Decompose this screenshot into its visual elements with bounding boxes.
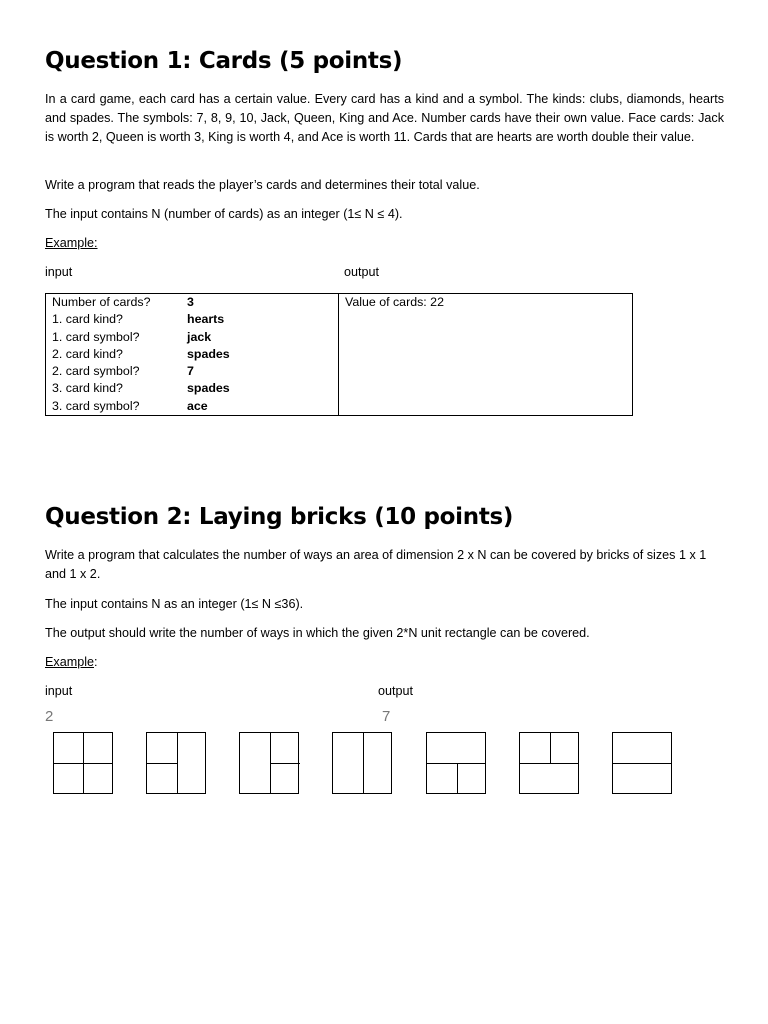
row-value: 3	[187, 295, 194, 309]
example-output-text: Value of cards: 22	[345, 295, 444, 309]
row-label: 1. card kind?	[52, 312, 123, 327]
question-2-description: Write a program that calculates the number of ways an area of dimension 2 x N can be covered by bricks of sizes 1 x 1 and 1 x 2.	[45, 548, 707, 581]
question-1-example-label: Example:	[45, 236, 98, 250]
example-label-colon: :	[94, 655, 98, 669]
tiling-diagram-5	[426, 732, 486, 794]
table-row	[46, 363, 338, 380]
row-label: 1. card symbol?	[52, 329, 140, 344]
row-label: 2. card symbol?	[52, 364, 140, 379]
question-2-output-value: 7	[382, 708, 391, 725]
question-2-example-label	[45, 653, 98, 672]
table-row	[46, 380, 338, 397]
table-row	[46, 398, 338, 415]
row-value: spades	[187, 381, 230, 396]
row-label: 3. card symbol?	[52, 398, 140, 413]
question-1-input-label: input	[45, 265, 73, 279]
row-value: jack	[187, 329, 212, 344]
example-label-text: Example	[45, 655, 94, 669]
question-1-input-spec: The input contains N (number of cards) as an integer (1≤ N ≤ 4).	[45, 207, 403, 221]
question-1-title: Question 1: Cards (5 points)	[45, 48, 403, 74]
question-2-input-value: 2	[45, 708, 54, 725]
tiling-diagram-4	[332, 732, 392, 794]
example-output-cell	[339, 294, 633, 416]
question-1-output-label: output	[344, 265, 380, 279]
tiling-diagram-3	[239, 732, 299, 794]
question-1-description: In a card game, each card has a certain value. Every card has a kind and a symbol. The kinds: clubs, diamonds, hearts and spades. The symbols: 7, 8, 9, 10, Jack, Queen, King and Ace. Number cards have their own value. Face cards: Jack is worth 2, Queen is worth 3, King is worth 4, and Ace is worth 11. Cards that are hearts are worth double their value.	[45, 92, 724, 144]
table-row	[46, 294, 338, 311]
tiling-diagram-2	[146, 732, 206, 794]
tiling-diagram-1	[53, 732, 113, 794]
row-label: 2. card kind?	[52, 346, 123, 361]
row-value: 7	[187, 364, 194, 379]
row-label: 3. card kind?	[52, 381, 123, 396]
tiling-diagram-7	[612, 732, 672, 794]
question-2-output-spec: The output should write the number of ways in which the given 2*N unit rectangle can be covered.	[45, 626, 590, 640]
question-2-title: Question 2: Laying bricks (10 points)	[45, 504, 514, 530]
row-value: spades	[187, 346, 230, 361]
question-2-input-spec: The input contains N as an integer (1≤ N ≤36).	[45, 597, 304, 611]
example-input-cell	[46, 294, 339, 416]
row-label: Number of cards?	[52, 295, 151, 309]
row-value: hearts	[187, 312, 225, 327]
question-2-input-label: input	[45, 684, 73, 698]
table-row	[46, 329, 338, 346]
question-1-task: Write a program that reads the player’s cards and determines their total value.	[45, 178, 480, 192]
table-row	[46, 346, 338, 363]
question-2-output-label: output	[378, 684, 414, 698]
row-value: ace	[187, 398, 208, 413]
tiling-diagram-6	[519, 732, 579, 794]
table-row	[46, 311, 338, 328]
example-table	[45, 293, 633, 416]
